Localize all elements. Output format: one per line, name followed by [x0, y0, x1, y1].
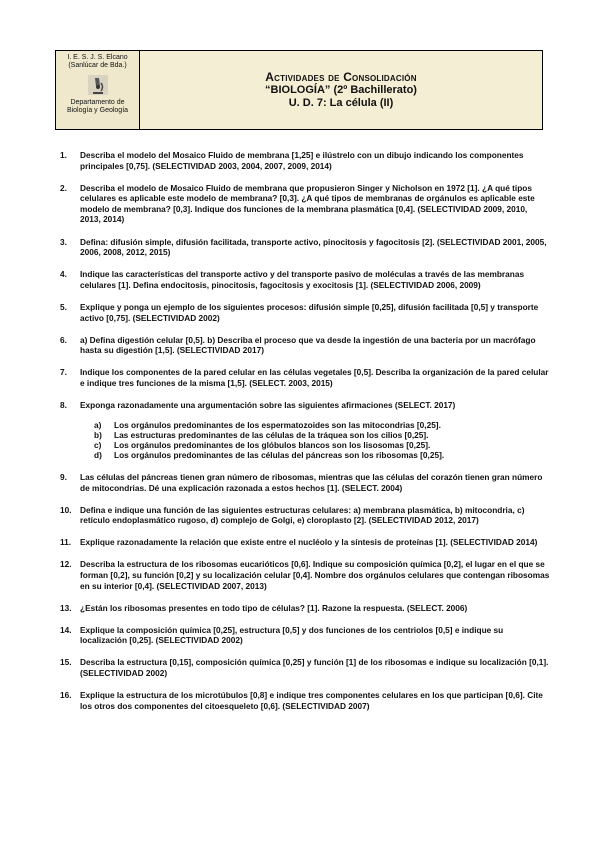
question-text: Indique las características del transporte activo y del transporte pasivo de moléculas a través de las membranas celulares [1]. Defina endocitosis, pinocitosis, fagocitosis y exocitosis [1]. (SELECTIVIDAD 2006, 2009)	[80, 269, 525, 290]
question-number: 2.	[60, 182, 67, 193]
question-text: a) Defina digestión celular [0,5]. b) Describa el proceso que va desde la ingestión de una bacteria por un macrófago hasta su digestión [1,5]. (SELECTIVIDAD 2017)	[80, 334, 536, 356]
question-number: 11.	[60, 537, 72, 548]
question-number: 12.	[60, 559, 72, 570]
school-info	[56, 51, 140, 129]
question-item	[60, 150, 550, 171]
question-item	[60, 400, 550, 460]
sub-question-item	[94, 420, 550, 430]
question-item	[60, 183, 550, 225]
question-number: 5.	[60, 301, 67, 312]
sub-question-letter: c)	[94, 440, 102, 450]
question-item	[60, 657, 550, 678]
question-text: Describa el modelo del Mosaico Fluido de membrana [1,25] e ilústrelo con un dibujo indicando los componentes principales [0,75]. (SELECTIVIDAD 2003, 2004, 2007, 2009, 2014)	[80, 150, 524, 171]
question-text: Exponga razonadamente una argumentación sobre las siguientes afirmaciones (SELECT. 2017)	[80, 400, 456, 410]
department-line2: Biología y Geología	[66, 107, 129, 114]
sub-question-text: Los orgánulos predominantes de los espermatozoides son las mitocondrias [0,25].	[114, 419, 441, 430]
question-item	[60, 537, 550, 548]
question-number: 8.	[60, 400, 67, 410]
question-item	[60, 269, 550, 290]
question-text: Describa la estructura [0,15], composición química [0,25] y función [1] de los ribosomas e indique su localización [0,1]. (SELECTIVIDAD 2002)	[80, 657, 549, 679]
sub-question-letter: d)	[94, 450, 102, 461]
sub-question-item	[94, 430, 550, 440]
school-name: I. E. S. J. S. Elcano	[67, 54, 128, 61]
microscope-icon	[87, 74, 109, 96]
question-item	[60, 603, 550, 614]
question-text: ¿Están los ribosomas presentes en todo tipo de células? [1]. Razone la respuesta. (SELECT. 2006)	[80, 602, 468, 613]
question-text: Explique razonadamente la relación que existe entre el nucléolo y la síntesis de proteínas [1]. (SELECTIVIDAD 2014)	[80, 537, 538, 548]
sub-question-item	[94, 450, 550, 460]
question-text: Indique los componentes de la pared celular en las células vegetales [0,5]. Describa la organización de la pared celular e indique tres funciones de la misma [1,5]. (SELECT. 2003, 2015)	[80, 367, 549, 388]
unit-title: U. D. 7: La célula (II)	[288, 96, 394, 109]
sub-question-list	[94, 420, 550, 461]
question-text: Explique y ponga un ejemplo de los siguientes procesos: difusión simple [0,25], difusión facilitada [0,5] y transporte activo [0,75]. (SELECTIVIDAD 2002)	[80, 301, 539, 323]
question-number: 4.	[60, 269, 67, 280]
question-number: 14.	[60, 624, 72, 635]
school-town: (Sanlúcar de Bda.)	[68, 62, 127, 69]
sub-question-item	[94, 440, 550, 450]
question-number: 15.	[60, 657, 72, 668]
question-number: 13.	[60, 602, 72, 613]
title-block	[140, 51, 542, 129]
question-number: 10.	[60, 504, 72, 515]
question-item	[60, 559, 550, 591]
question-item	[60, 690, 550, 711]
page-header	[55, 50, 543, 130]
question-text: Las células del páncreas tienen gran número de ribosomas, mientras que las células del corazón tienen gran número de mitocondrias. Dé una explicación razonada a estos hechos [1]. (SELECT. 2004)	[80, 471, 543, 493]
document-title: Actividades de Consolidación	[265, 69, 417, 84]
sub-question-letter: b)	[94, 429, 102, 440]
question-number: 9.	[60, 471, 67, 482]
question-item	[60, 505, 550, 526]
question-item	[60, 367, 550, 388]
sub-question-letter: a)	[94, 419, 102, 430]
sub-question-text: Las estructuras predominantes de las células de la tráquea son los cilios [0,25].	[114, 429, 429, 440]
question-text: Explique la estructura de los microtúbulos [0,8] e indique tres componentes celulares en los que participan [0,6]. Cite los otros dos componentes del citoesqueleto [0,6]. (SELECTIVIDAD 2007)	[80, 690, 543, 711]
question-item	[60, 237, 550, 258]
question-text: Describa la estructura de los ribosomas eucarióticos [0,6]. Indique su composición química [0,2], el lugar en el que se forman [0,2], su función [0,2] y su localización celular [0,4]. Nombre dos orgánulos celulares que contengan ribosomas en su interior [0,4]. (SELECTIVIDAD 2007, 2013)	[80, 559, 550, 591]
subject-title: “BIOLOGÍA” (2º Bachillerato)	[265, 83, 417, 96]
question-list	[60, 150, 550, 723]
question-item	[60, 625, 550, 646]
question-text: Defina e indique una función de las siguientes estructuras celulares: a) membrana plasmática, b) mitocondria, c) retículo endoplasmático rugoso, d) complejo de Golgi, e) cloroplasto [2]. (SELECTIVIDAD 2012, 2017)	[80, 504, 525, 526]
question-text: Defina: difusión simple, difusión facilitada, transporte activo, pinocitosis y fagocitosis [2]. (SELECTIVIDAD 2001, 2005, 2006, 2008, 2012, 2015)	[80, 236, 547, 258]
question-text: Explique la composición química [0,25], estructura [0,5] y dos funciones de los centriolos [0,5] e indique su localización [0,25]. (SELECTIVIDAD 2002)	[80, 624, 504, 646]
question-number: 1.	[60, 150, 67, 160]
question-item	[60, 335, 550, 356]
sub-question-text: Los orgánulos predominantes de las células del páncreas son los ribosomas [0,25].	[114, 450, 445, 461]
question-item	[60, 472, 550, 493]
question-number: 7.	[60, 367, 67, 378]
sub-question-text: Los orgánulos predominantes de los glóbulos blancos son los lisosomas [0,25].	[114, 440, 431, 450]
question-number: 6.	[60, 334, 67, 345]
question-text: Describa el modelo de Mosaico Fluido de membrana que propusieron Singer y Nicholson en 1972 [1]. ¿A qué tipos celulares es aplicable este modelo de membrana? [0,3]. ¿A qué tipos de membranas de orgánulos es aplicable este modelo de membrana? [0,3]. Indique dos funciones de la membrana plasmática [0,4]. (SELECTIVIDAD 2009, 2010, 2013, 2014)	[80, 182, 535, 225]
question-number: 3.	[60, 236, 67, 247]
department-line1: Departamento de	[70, 99, 125, 106]
question-item	[60, 302, 550, 323]
question-number: 16.	[60, 690, 72, 701]
